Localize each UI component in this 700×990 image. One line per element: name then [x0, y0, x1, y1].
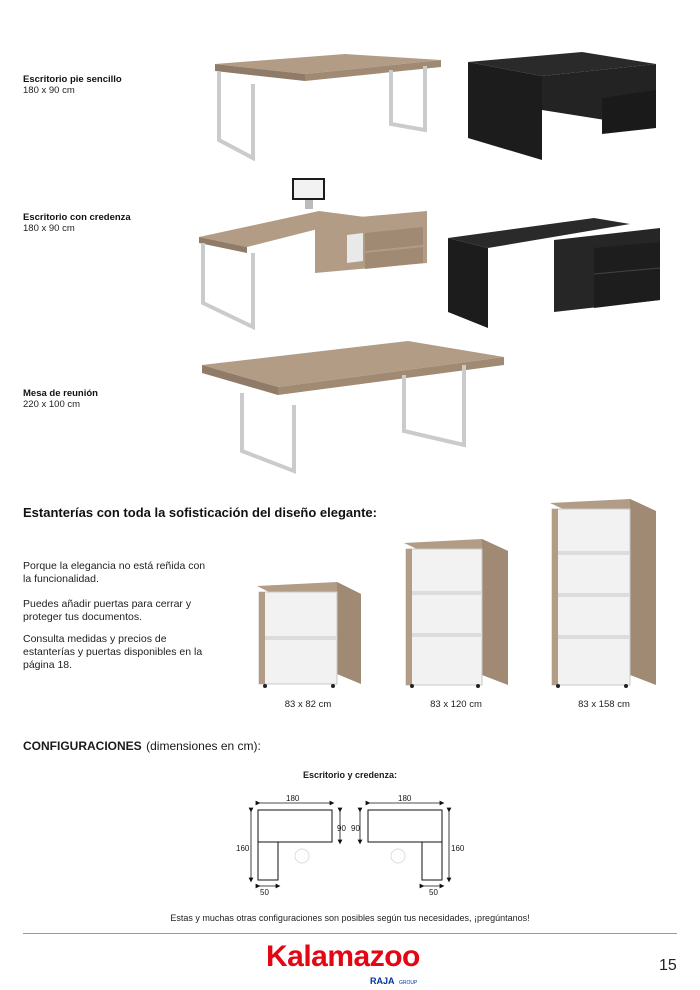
product-size: 180 x 90 cm [23, 223, 75, 234]
configurations-subtitle: (dimensiones en cm): [146, 739, 261, 753]
bookcase-small-image [255, 578, 365, 690]
configurations-title: CONFIGURACIONES [23, 739, 142, 753]
shelving-paragraph: Consulta medidas y precios de estanterías y puertas disponibles en la página 18. [23, 633, 203, 671]
product-label-meeting-table [23, 388, 98, 410]
dim-depth-left: 90 [337, 824, 346, 833]
bookcase-caption: 83 x 82 cm [284, 699, 332, 710]
shelving-paragraph: Puedes añadir puertas para cerrar y proteger tus documentos. [23, 598, 192, 623]
desk-credenza-dark-image [444, 208, 664, 333]
footer-note: Estas y muchas otras configuraciones son posibles según tus necesidades, ¡pregúntanos! [170, 913, 530, 923]
brand-name: Kalamazoo [266, 940, 420, 973]
dim-length-right: 160 [451, 844, 465, 853]
product-title: Escritorio pie sencillo [23, 74, 122, 85]
bookcase-tall-image [548, 495, 660, 690]
footer-divider [23, 933, 677, 934]
dim-width-left: 180 [286, 794, 300, 803]
brand-logo [266, 940, 420, 986]
brand-sub: RAJA [370, 976, 395, 986]
desk-credenza-wood-image [195, 175, 440, 330]
page-number: 15 [659, 957, 677, 974]
shelving-paragraph: Porque la elegancia no está reñida con la funcionalidad. [23, 560, 206, 585]
dim-return-right: 50 [429, 888, 438, 897]
product-label-desk-credenza [23, 212, 131, 234]
dim-length-left: 160 [236, 844, 250, 853]
diagram-title: Escritorio y credenza: [302, 770, 398, 780]
bookcase-caption: 83 x 158 cm [578, 699, 630, 710]
product-size: 220 x 100 cm [23, 399, 81, 410]
dim-depth-right: 90 [351, 824, 360, 833]
product-label-single-leg-desk [23, 74, 122, 96]
meeting-table-image [198, 335, 508, 475]
product-title: Escritorio con credenza [23, 212, 131, 223]
product-size: 180 x 90 cm [23, 85, 75, 96]
config-diagram-left [234, 792, 354, 897]
brand-group: GROUP [398, 980, 418, 986]
bookcase-caption: 83 x 120 cm [430, 699, 482, 710]
bookcase-medium-image [402, 535, 512, 690]
configurations-heading [23, 737, 261, 755]
desk-dark-image [462, 48, 662, 163]
shelving-heading: Estanterías con toda la sofisticación del diseño elegante: [23, 505, 377, 520]
product-title: Mesa de reunión [23, 388, 98, 399]
dim-width-right: 180 [398, 794, 412, 803]
desk-wood-chrome-image [205, 50, 445, 165]
dim-return-left: 50 [260, 888, 269, 897]
